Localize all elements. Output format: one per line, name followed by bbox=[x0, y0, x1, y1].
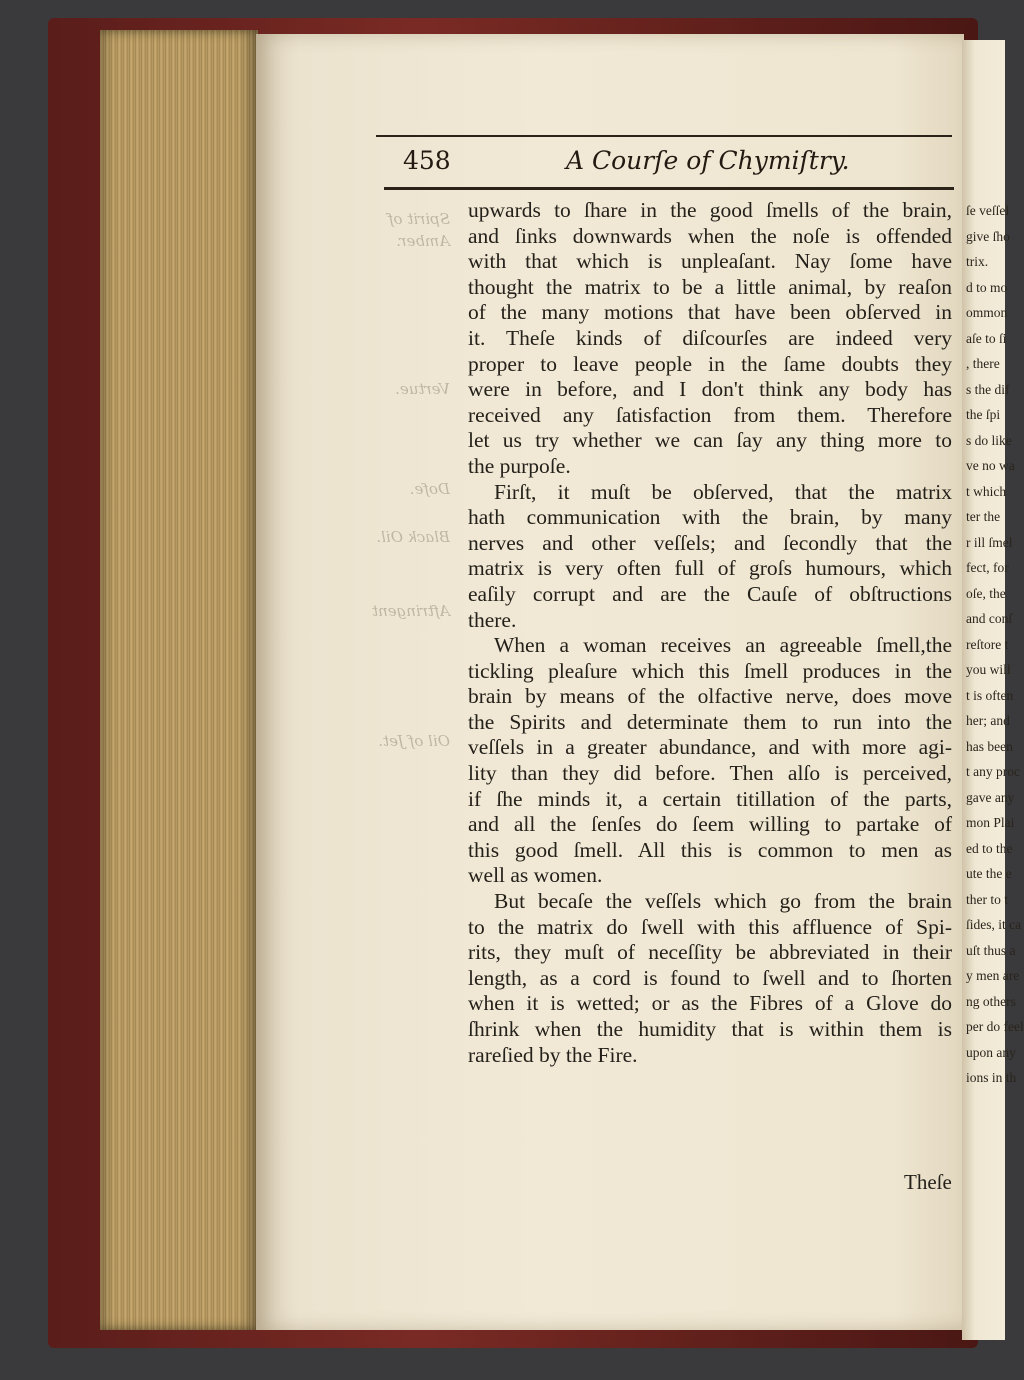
text-line: thought the matrix to be a little animal, by reaſon bbox=[468, 274, 952, 299]
facing-page-line: r ill ſmel bbox=[966, 534, 1013, 550]
facing-page-line: , there bbox=[966, 356, 1000, 371]
text-line: when it is wetted; or as the Fibres of a Glove do bbox=[468, 991, 952, 1016]
text-line: were in before, and I don't think any body has bbox=[468, 377, 952, 402]
text-line: hath communication with the brain, by many bbox=[468, 505, 952, 530]
facing-page-line: you will bbox=[966, 662, 1011, 677]
header-rule-top bbox=[376, 135, 952, 137]
facing-page-line: d to mo bbox=[966, 279, 1008, 295]
text-line: well as women. bbox=[468, 863, 603, 888]
text-line: rits, they muſt of neceſſity be abbreviated in their bbox=[468, 940, 952, 965]
text-line: if ſhe minds it, a certain titillation of the parts, bbox=[468, 786, 952, 811]
facing-page-line: ute the e bbox=[966, 866, 1012, 881]
text-line: veſſels in a greater abundance, and with more agi- bbox=[468, 735, 952, 760]
facing-page-line: ter the bbox=[966, 509, 1001, 524]
show-through-line: Amber. bbox=[396, 232, 450, 250]
page-edges bbox=[100, 30, 258, 1330]
text-line: tickling pleaſure which this ſmell produces in the bbox=[468, 658, 952, 683]
facing-page-line: ed to the bbox=[966, 840, 1013, 856]
facing-page-line: t any proc bbox=[966, 764, 1020, 779]
facing-page-line: ther to t bbox=[966, 891, 1008, 907]
text-line: eaſily corrupt and are the Cauſe of obſtructions bbox=[468, 581, 952, 606]
text-line: with that which is unpleaſant. Nay ſome have bbox=[468, 249, 952, 274]
text-line: upwards to ſhare in the good ſmells of the brain, bbox=[468, 198, 952, 222]
facing-page-line: her; and bbox=[966, 713, 1010, 728]
facing-page-line: ommon bbox=[966, 305, 1008, 320]
body-text bbox=[468, 198, 952, 1068]
text-line: this good ſmell. All this is common to men as bbox=[468, 837, 952, 862]
facing-page-line: fect, for bbox=[966, 560, 1009, 575]
facing-page-line: y men are bbox=[966, 968, 1020, 983]
text-line: and all the ſenſes do ſeem willing to partake of bbox=[468, 812, 952, 837]
text-line: proper to leave people in the ſame doubts they bbox=[468, 351, 952, 376]
facing-page-line: upon any bbox=[966, 1044, 1016, 1060]
facing-page-line: trix. bbox=[966, 254, 989, 269]
facing-page-line: uſt thus a bbox=[966, 942, 1016, 958]
show-through-line: Black Oil. bbox=[376, 528, 450, 546]
catchword: Theſe bbox=[904, 1170, 952, 1194]
text-line: of the many motions that have been obſerved in bbox=[468, 300, 952, 325]
text-line: length, as a cord is found to ſwell and to ſhorten bbox=[468, 965, 952, 990]
show-through-line: Aftringent bbox=[372, 602, 450, 620]
header-rule-bottom bbox=[384, 187, 954, 190]
text-line: brain by means of the olfactive nerve, does move bbox=[468, 684, 952, 709]
facing-page-line: ng others bbox=[966, 993, 1016, 1009]
facing-page-line: ſides, it ca bbox=[966, 917, 1022, 932]
facing-page-line: s do like bbox=[966, 432, 1012, 448]
show-through-line: Oil of Jet. bbox=[378, 732, 450, 750]
text-line: rareſied by the Fire. bbox=[468, 1042, 638, 1067]
facing-page-line: ions in th bbox=[966, 1070, 1017, 1085]
text-line: matrix is very often full of groſs humours, which bbox=[468, 556, 952, 581]
facing-page-line: ve no wa bbox=[966, 458, 1015, 473]
facing-page-line: t is often bbox=[966, 687, 1014, 703]
facing-page-line: the ſpi bbox=[966, 407, 1001, 422]
show-through-line: Spirit of bbox=[387, 210, 450, 228]
text-line: But becaſe the veſſels which go from the brain bbox=[494, 889, 952, 914]
facing-page-line: t which bbox=[966, 483, 1007, 499]
text-line: ſhrink when the humidity that is within them is bbox=[468, 1017, 952, 1041]
show-through-line: Vertue. bbox=[395, 380, 450, 398]
facing-page-line: s the dif bbox=[966, 381, 1010, 397]
text-line: there. bbox=[468, 607, 517, 632]
text-line: let us try whether we can ſay any thing more to bbox=[468, 428, 952, 453]
text-line: received any ſatisfaction from them. Therefore bbox=[468, 402, 952, 427]
show-through-line: Dofe. bbox=[409, 480, 450, 498]
text-line: Firſt, it muſt be obſerved, that the matrix bbox=[494, 479, 952, 504]
text-line: to the matrix do ſwell with this affluence of Spi- bbox=[468, 914, 952, 939]
facing-page-line: oſe, the bbox=[966, 585, 1006, 601]
text-line: it. Theſe kinds of diſcourſes are indeed very bbox=[468, 325, 952, 350]
show-through-text bbox=[370, 210, 450, 750]
facing-page-line: aſe to ſi bbox=[966, 330, 1007, 346]
text-line: lity than they did before. Then alſo is perceived, bbox=[468, 761, 952, 786]
facing-page-line: per do feel bbox=[966, 1019, 1024, 1034]
text-line: and ſinks downwards when the noſe is offended bbox=[468, 223, 952, 248]
facing-page-line: ſe veſſel bbox=[966, 203, 1010, 218]
text-line: the purpoſe. bbox=[468, 453, 571, 478]
facing-page-line: give ſho bbox=[966, 228, 1010, 244]
facing-page-fragment bbox=[962, 40, 1024, 1340]
facing-page-line: mon Plai bbox=[966, 815, 1015, 830]
text-line: nerves and other veſſels; and ſecondly that the bbox=[468, 530, 952, 555]
text-line: When a woman receives an agreeable ſmell,the bbox=[494, 633, 952, 658]
facing-page-line: gave any bbox=[966, 789, 1015, 805]
text-line: the Spirits and determinate them to run into the bbox=[468, 709, 952, 734]
facing-page-line: reſtore t bbox=[966, 636, 1009, 652]
facing-page-line: and conſ bbox=[966, 611, 1013, 626]
facing-page-line: has been bbox=[966, 738, 1013, 754]
running-head: A Courſe of Chymiſtry. bbox=[566, 146, 850, 175]
page-number: 458 bbox=[403, 146, 451, 175]
